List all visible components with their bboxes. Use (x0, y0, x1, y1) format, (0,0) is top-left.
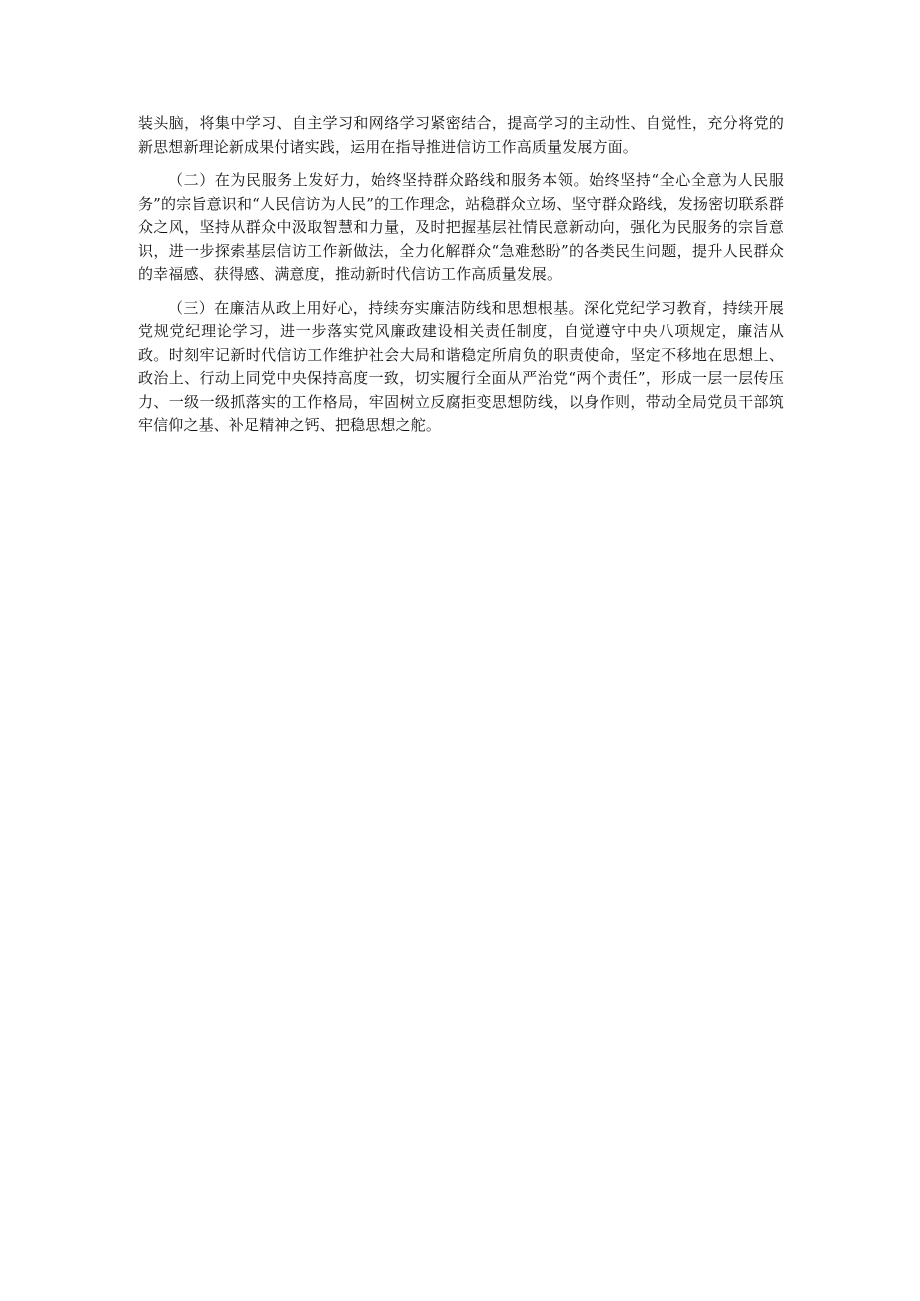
paragraph-section-three: （三）在廉洁从政上用好心，持续夯实廉洁防线和思想根基。深化党纪学习教育，持续开展党规党纪理论学习，进一步落实党风廉政建设相关责任制度，自觉遵守中央八项规定，廉洁从政。时刻牢记新时代信访工作维护社会大局和谐稳定所肩负的职责使命，坚定不移地在思想上、政治上、行动上同党中央保持高度一致，切实履行全面从严治党“两个责任”，形成一层一层传压力、一级一级抓落实的工作格局，牢固树立反腐拒变思想防线，以身作则，带动全局党员干部筑牢信仰之基、补足精神之钙、把稳思想之舵。 (138, 298, 784, 434)
paragraph-section-two: （二）在为民服务上发好力，始终坚持群众路线和服务本领。始终坚持“全心全意为人民服务”的宗旨意识和“人民信访为人民”的工作理念，站稳群众立场、坚守群众路线，发扬密切联系群众之风，坚持从群众中汲取智慧和力量，及时把握基层社情民意新动向，强化为民服务的宗旨意识，进一步探索基层信访工作新做法，全力化解群众“急难愁盼”的各类民生问题，提升人民群众的幸福感、获得感、满意度，推动新时代信访工作高质量发展。 (138, 171, 784, 283)
paragraph-continued: 装头脑，将集中学习、自主学习和网络学习紧密结合，提高学习的主动性、自觉性，充分将党的新思想新理论新成果付诸实践，运用在指导推进信访工作高质量发展方面。 (138, 114, 784, 156)
document-body (138, 112, 784, 448)
